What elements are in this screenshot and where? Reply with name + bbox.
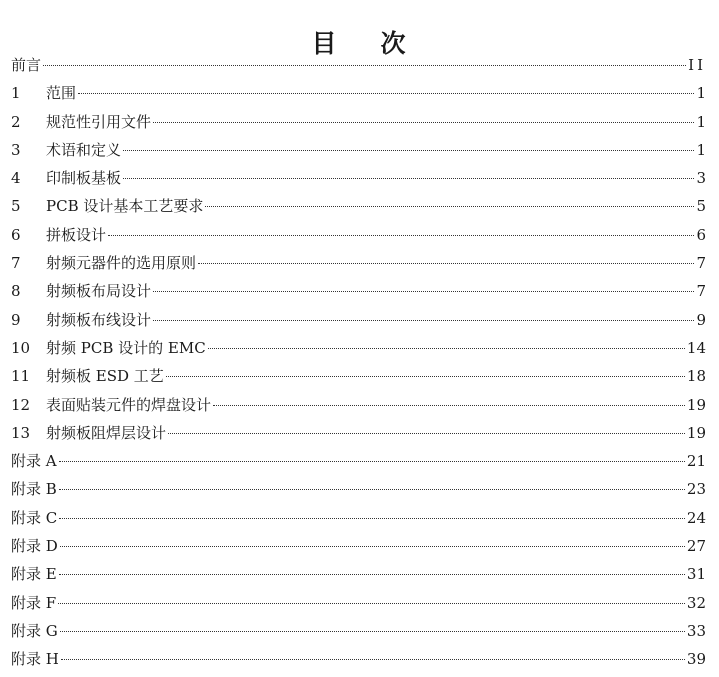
- toc-entry[interactable]: [11, 334, 706, 362]
- toc-entry-title[interactable]: 规范性引用文件: [46, 112, 152, 131]
- toc-entry[interactable]: [11, 108, 706, 136]
- dot-leader: [153, 121, 694, 123]
- toc-entry[interactable]: [11, 192, 706, 220]
- toc-entry-title[interactable]: PCB 设计基本工艺要求: [46, 197, 204, 216]
- toc-entry-title[interactable]: 射频板阻焊层设计: [46, 423, 167, 442]
- dot-leader: [213, 404, 685, 406]
- toc-entry-number: 8: [11, 282, 21, 301]
- dot-leader: [43, 64, 686, 66]
- toc-entry-number: 7: [11, 254, 21, 273]
- toc-entry-page-number[interactable]: 24: [686, 508, 706, 527]
- toc-entry-page-number[interactable]: 7: [696, 282, 706, 301]
- toc-entry-title[interactable]: 射频 PCB 设计的 EMC: [46, 338, 206, 357]
- toc-entry-number: 10: [11, 338, 31, 357]
- toc-entry[interactable]: [11, 221, 706, 249]
- toc-entry[interactable]: [11, 391, 706, 419]
- dot-leader: [168, 432, 685, 434]
- toc-entry-page-number[interactable]: 19: [686, 423, 706, 442]
- toc-entry-number: 2: [11, 112, 21, 131]
- toc-entry-title[interactable]: 表面贴装元件的焊盘设计: [46, 395, 212, 414]
- toc-entry-page-number[interactable]: 33: [686, 621, 706, 640]
- toc-entry-title[interactable]: 印制板基板: [46, 169, 122, 188]
- toc-entry-page-number[interactable]: 21: [686, 452, 706, 471]
- dot-leader: [60, 545, 685, 547]
- dot-leader: [198, 262, 694, 264]
- toc-entry[interactable]: [11, 306, 706, 334]
- toc-entry-page-number[interactable]: 7: [696, 254, 706, 273]
- dot-leader: [153, 290, 694, 292]
- dot-leader: [123, 149, 694, 151]
- toc-entry-page-number[interactable]: 1: [696, 84, 706, 103]
- toc-entry[interactable]: [11, 277, 706, 305]
- toc-entry[interactable]: [11, 164, 706, 192]
- toc-entry[interactable]: [11, 475, 706, 503]
- dot-leader: [205, 205, 694, 207]
- toc-entry-page-number[interactable]: 1: [696, 140, 706, 159]
- toc-entry-page-number[interactable]: 39: [686, 650, 706, 669]
- dot-leader: [108, 234, 694, 236]
- dot-leader: [153, 319, 694, 321]
- toc-entry-page-number[interactable]: 31: [686, 565, 706, 584]
- dot-leader: [60, 630, 685, 632]
- toc-entry-title[interactable]: 射频元器件的选用原则: [46, 254, 197, 273]
- toc-entry-title[interactable]: 前言: [11, 56, 42, 74]
- toc-entry-title[interactable]: 附录 G: [11, 621, 58, 640]
- toc-entry-title[interactable]: 射频板布线设计: [46, 310, 152, 329]
- toc-entry-title[interactable]: 范围: [46, 84, 77, 103]
- toc-entry-number: 1: [11, 84, 21, 103]
- toc-entry-number: 3: [11, 140, 21, 159]
- dot-leader: [59, 573, 685, 575]
- toc-entry-title[interactable]: 拼板设计: [46, 225, 107, 244]
- toc-entry-page-number[interactable]: 3: [696, 169, 706, 188]
- toc-entry[interactable]: [11, 504, 706, 532]
- dot-leader: [123, 177, 694, 179]
- toc-entry-page-number[interactable]: 23: [686, 480, 706, 499]
- toc-entry-page-number[interactable]: II: [688, 56, 706, 74]
- toc-entry-number: 6: [11, 225, 21, 244]
- toc-entry[interactable]: [11, 79, 706, 107]
- toc-entry-number: 4: [11, 169, 21, 188]
- toc-entry[interactable]: [11, 645, 706, 673]
- toc-entry-title[interactable]: 射频板 ESD 工艺: [46, 367, 164, 386]
- dot-leader: [61, 658, 685, 660]
- toc-entry[interactable]: [11, 249, 706, 277]
- toc-entry-title[interactable]: 附录 C: [11, 508, 58, 527]
- toc-entry-page-number[interactable]: 6: [696, 225, 706, 244]
- toc-entry-title[interactable]: 射频板布局设计: [46, 282, 152, 301]
- toc-entry-number: 5: [11, 197, 21, 216]
- toc-entry-number: 11: [11, 367, 31, 386]
- toc-entry[interactable]: [11, 560, 706, 588]
- toc-entry-page-number[interactable]: 1: [696, 112, 706, 131]
- toc-entry[interactable]: [11, 589, 706, 617]
- toc-entry-page-number[interactable]: 14: [686, 338, 706, 357]
- dot-leader: [78, 92, 694, 94]
- toc-entry-number: 9: [11, 310, 21, 329]
- dot-leader: [59, 517, 685, 519]
- toc-entry-number: 12: [11, 395, 31, 414]
- table-of-contents: [11, 51, 706, 674]
- dot-leader: [58, 602, 685, 604]
- toc-entry[interactable]: [11, 136, 706, 164]
- toc-entry-title[interactable]: 附录 E: [11, 565, 57, 584]
- page-title-part1: 目: [311, 28, 339, 58]
- toc-entry-title[interactable]: 附录 F: [11, 593, 57, 612]
- toc-entry[interactable]: [11, 532, 706, 560]
- toc-entry-page-number[interactable]: 27: [686, 537, 706, 556]
- toc-entry-title[interactable]: 附录 A: [11, 452, 57, 471]
- toc-entry-title[interactable]: 术语和定义: [46, 140, 122, 159]
- toc-entry-number: 13: [11, 423, 31, 442]
- toc-entry[interactable]: [11, 419, 706, 447]
- toc-entry[interactable]: [11, 617, 706, 645]
- toc-entry-title[interactable]: 附录 H: [11, 650, 59, 669]
- toc-entry[interactable]: [11, 362, 706, 390]
- toc-entry-title[interactable]: 附录 B: [11, 480, 57, 499]
- dot-leader: [166, 375, 685, 377]
- toc-entry-page-number[interactable]: 19: [686, 395, 706, 414]
- toc-entry-page-number[interactable]: 32: [686, 593, 706, 612]
- toc-entry-title[interactable]: 附录 D: [11, 537, 58, 556]
- toc-entry[interactable]: [11, 447, 706, 475]
- toc-entry[interactable]: [11, 51, 706, 79]
- dot-leader: [59, 460, 685, 462]
- page-title-part2: 次: [380, 28, 408, 58]
- dot-leader: [59, 488, 685, 490]
- dot-leader: [208, 347, 685, 349]
- toc-entry-page-number[interactable]: 9: [696, 310, 706, 329]
- toc-entry-page-number[interactable]: 18: [686, 367, 706, 386]
- toc-entry-page-number[interactable]: 5: [696, 197, 706, 216]
